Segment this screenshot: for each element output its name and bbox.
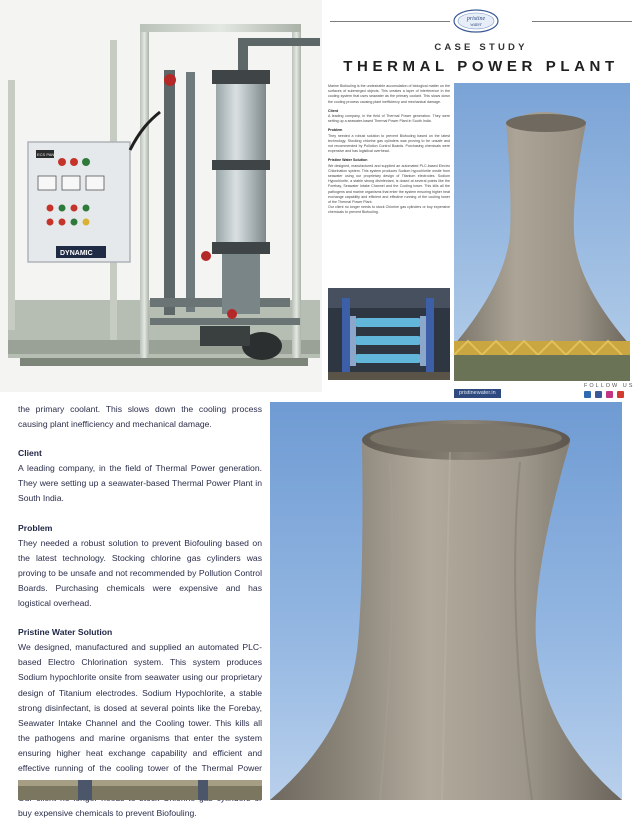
brochure-problem-text: They needed a robust solution to prevent Biofouling based on the latest technology. Stocking chlorine gas cylinders was proving to be unsafe and not recommended by Pollution Control Boards. Purchasing chemicals were expensive and has logistical overhead.: [328, 133, 450, 154]
youtube-icon[interactable]: [617, 391, 624, 398]
panel-tag-label: ECS PANEL: [37, 152, 60, 157]
facebook-icon[interactable]: [595, 391, 602, 398]
brochure-title: THERMAL POWER PLANT: [343, 58, 619, 75]
problem-section: [18, 521, 262, 612]
case-study-article: [18, 402, 262, 821]
solution-heading: Pristine Water Solution: [18, 627, 113, 638]
client-heading: Client: [18, 448, 42, 459]
panel-brand-label: DYNAMIC: [60, 250, 93, 257]
problem-heading: Problem: [18, 522, 53, 533]
brochure-body-text: [328, 84, 450, 216]
social-icons: [584, 391, 624, 398]
brochure-client-text: A leading company, in the field of Thermal Power generation. They were setting up a seawater-based Thermal Power Plant in South India.: [328, 114, 450, 124]
brochure-intro: Marine Biofouling is the undesirable accumulation of biological matter on the surfaces of submerged objects. This creates a layer of interference in the cooling system that uses seawater as the primary coolant. This slows down the cooling process causing plant inefficiency and mechanical damage.: [328, 84, 450, 104]
article-intro-fragment: the primary coolant. This slows down the cooling process causing plant inefficiency and mechanical damage.: [18, 404, 262, 430]
closing-text: buy expensive chemicals to prevent Biofouling.: [18, 808, 197, 819]
client-section: [18, 446, 262, 506]
website-link[interactable]: pristinewater.in: [454, 389, 501, 398]
svg-text:pristine: pristine: [466, 16, 486, 22]
linkedin-icon[interactable]: [584, 391, 591, 398]
electrolyser-plant-photo: [328, 288, 450, 380]
svg-text:water: water: [470, 23, 482, 28]
brochure-closing-text: Our client no longer needs to stock Chlorine gas cylinders or buy expensive chemicals to prevent Biofouling.: [328, 205, 450, 215]
equipment-illustration: [0, 0, 322, 392]
header-divider-right: [532, 21, 632, 22]
client-text: A leading company, in the field of Thermal Power generation. They were setting up a seawater-based Thermal Power Plant in South India.: [18, 463, 262, 504]
cooling-tower-photo-small: [454, 83, 630, 381]
brochure-client-heading: Client: [328, 108, 338, 113]
instagram-icon[interactable]: [606, 391, 613, 398]
follow-us-label: FOLLOW US: [584, 383, 635, 389]
case-study-label: CASE STUDY: [434, 42, 528, 53]
top-composite: [0, 0, 640, 400]
pristine-water-logo: [452, 8, 500, 34]
header-divider-left: [330, 21, 450, 22]
solution-text: We designed, manufactured and supplied an automated PLC-based Electro Chlorination system. This system produces Sodium hypochlorite onsite from seawater using our proprietary design of Titanium electrodes. Sodium Hypochlorite, a stable strong disinfectant, is dosed at several points like the Forebay, Seawater Intake Channel and the Cooling tower. This kills all the pathogens and marine organisms that enter the system ensuring higher heat exchange capability and efficient and effective running of the cooling tower of the Thermal Power: [18, 642, 262, 773]
case-study-brochure: [322, 0, 640, 400]
electro-chlorination-equipment-photo: [0, 0, 322, 392]
brochure-problem-heading: Problem: [328, 128, 343, 133]
cooling-tower-photo: [270, 402, 622, 800]
problem-text: They needed a robust solution to prevent Biofouling based on the latest technology. Stocking chlorine gas cylinders was proving to be unsafe and not recommended by Pollution Control Boards. Purchasing chemicals were expensive and has logistical overhead.: [18, 537, 262, 609]
plant-photo-crop: [18, 780, 262, 800]
brochure-solution-text: We designed, manufactured and supplied an automated PLC-based Electro Chlorination system. This system produces Sodium hypochlorite onsite from seawater using our proprietary design of Titanium electrodes. Sodium Hypochlorite, a stable strong disinfectant, is dosed at several points like the Forebay, Seawater Intake Channel and the Cooling tower. This kills all the pathogens and marine organisms that enter the system ensuring higher heat exchange capability and efficient and effective running of the cooling tower of the Thermal Power Plant.: [328, 163, 450, 205]
brochure-solution-heading: Pristine Water Solution: [328, 158, 368, 163]
